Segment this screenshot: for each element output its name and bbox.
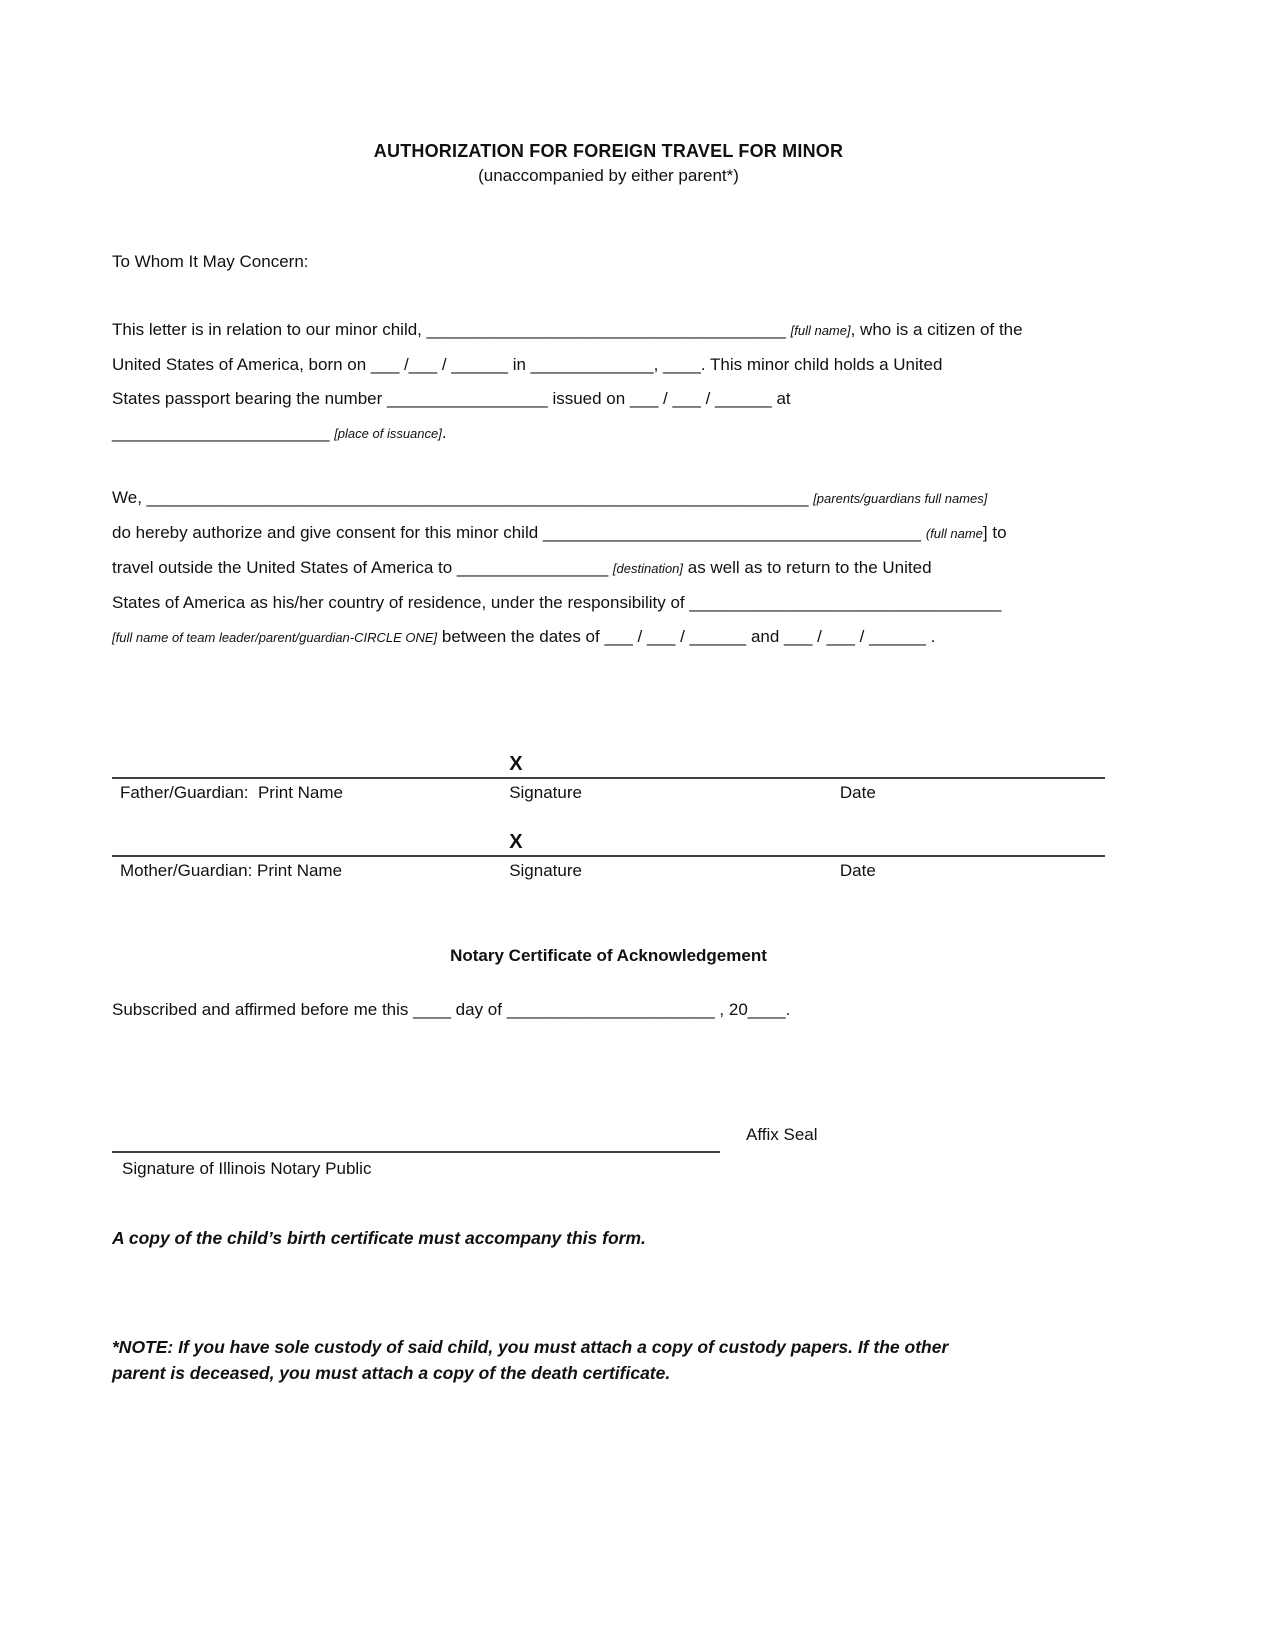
bracket-label: [place of issuance] bbox=[334, 426, 442, 441]
document-subtitle: (unaccompanied by either parent*) bbox=[478, 166, 739, 185]
father-print-name-label: Father/Guardian: Print Name bbox=[120, 783, 343, 802]
text-segment: , who is a citizen of the bbox=[850, 320, 1023, 339]
custody-note-line: parent is deceased, you must attach a copy of the death certificate. bbox=[112, 1363, 671, 1383]
text-segment: _______________________ bbox=[112, 423, 335, 442]
paragraph-child-info bbox=[112, 313, 1105, 451]
notary-section-heading: Notary Certificate of Acknowledgement bbox=[450, 946, 767, 965]
text-segment: between the dates of ___ / ___ / ______ and ___ / ___ / ______ . bbox=[437, 627, 936, 646]
text-segment: We, ______________________________________________________________________ bbox=[112, 488, 814, 507]
form-text-line bbox=[112, 551, 1105, 586]
bracket-label: [destination] bbox=[612, 561, 684, 576]
custody-note bbox=[112, 1334, 1105, 1386]
notary-signature-caption: Signature of Illinois Notary Public bbox=[122, 1159, 372, 1178]
bracket-label: [full name of team leader/parent/guardian-CIRCLE ONE] bbox=[112, 630, 438, 645]
affix-seal-label: Affix Seal bbox=[746, 1125, 818, 1144]
signature-x-mark: X bbox=[509, 831, 523, 853]
form-text-line bbox=[112, 620, 1105, 655]
text-segment: States of America as his/her country of residence, under the responsibility of _________________________________ bbox=[112, 593, 1002, 612]
text-segment: United States of America, born on ___ /___ / ______ in _____________, ____. This minor child holds a United bbox=[112, 355, 943, 374]
custody-note-line: *NOTE: If you have sole custody of said child, you must attach a copy of custody papers. If the other bbox=[112, 1337, 949, 1357]
birth-certificate-statement: A copy of the child’s birth certificate must accompany this form. bbox=[112, 1228, 646, 1248]
document-title: AUTHORIZATION FOR FOREIGN TRAVEL FOR MINOR bbox=[373, 141, 844, 161]
text-segment: travel outside the United States of America to ________________ bbox=[112, 558, 613, 577]
paragraph-authorization bbox=[112, 481, 1105, 655]
bracket-label: (full name bbox=[925, 526, 983, 541]
text-segment: as well as to return to the United bbox=[683, 558, 932, 577]
mother-signature-block bbox=[112, 829, 1105, 883]
form-text-line bbox=[112, 586, 1105, 620]
text-segment: ] to bbox=[982, 523, 1007, 542]
text-segment: States passport bearing the number _________________ issued on ___ / ___ / ______ at bbox=[112, 389, 791, 408]
form-text-line bbox=[112, 313, 1105, 348]
bracket-label: [parents/guardians full names] bbox=[813, 491, 988, 506]
notary-subscribed-line: Subscribed and affirmed before me this ____ day of ______________________ , 20____. bbox=[112, 1000, 791, 1019]
father-signature-block bbox=[112, 751, 1105, 805]
text-segment: This letter is in relation to our minor child, ______________________________________ bbox=[112, 320, 791, 339]
notary-signature-row bbox=[112, 1113, 1105, 1153]
bracket-label: [full name] bbox=[790, 323, 851, 338]
father-date-label: Date bbox=[839, 783, 876, 802]
salutation: To Whom It May Concern: bbox=[112, 252, 309, 271]
father-signature-label: Signature bbox=[509, 783, 582, 802]
signature-x-mark: X bbox=[509, 753, 523, 775]
mother-print-name-label: Mother/Guardian: Print Name bbox=[120, 861, 343, 880]
form-text-line bbox=[112, 382, 1105, 416]
form-text-line bbox=[112, 348, 1105, 382]
text-segment: do hereby authorize and give consent for this minor child ________________________________________ bbox=[112, 523, 926, 542]
form-text-line bbox=[112, 516, 1105, 551]
mother-signature-label: Signature bbox=[509, 861, 582, 880]
form-text-line bbox=[112, 481, 1105, 516]
mother-date-label: Date bbox=[839, 861, 876, 880]
father-signature-labels bbox=[112, 779, 1105, 805]
mother-signature-labels bbox=[112, 857, 1105, 883]
form-text-line bbox=[112, 416, 1105, 451]
notary-signature-line bbox=[112, 1111, 720, 1153]
text-segment: . bbox=[441, 423, 447, 442]
